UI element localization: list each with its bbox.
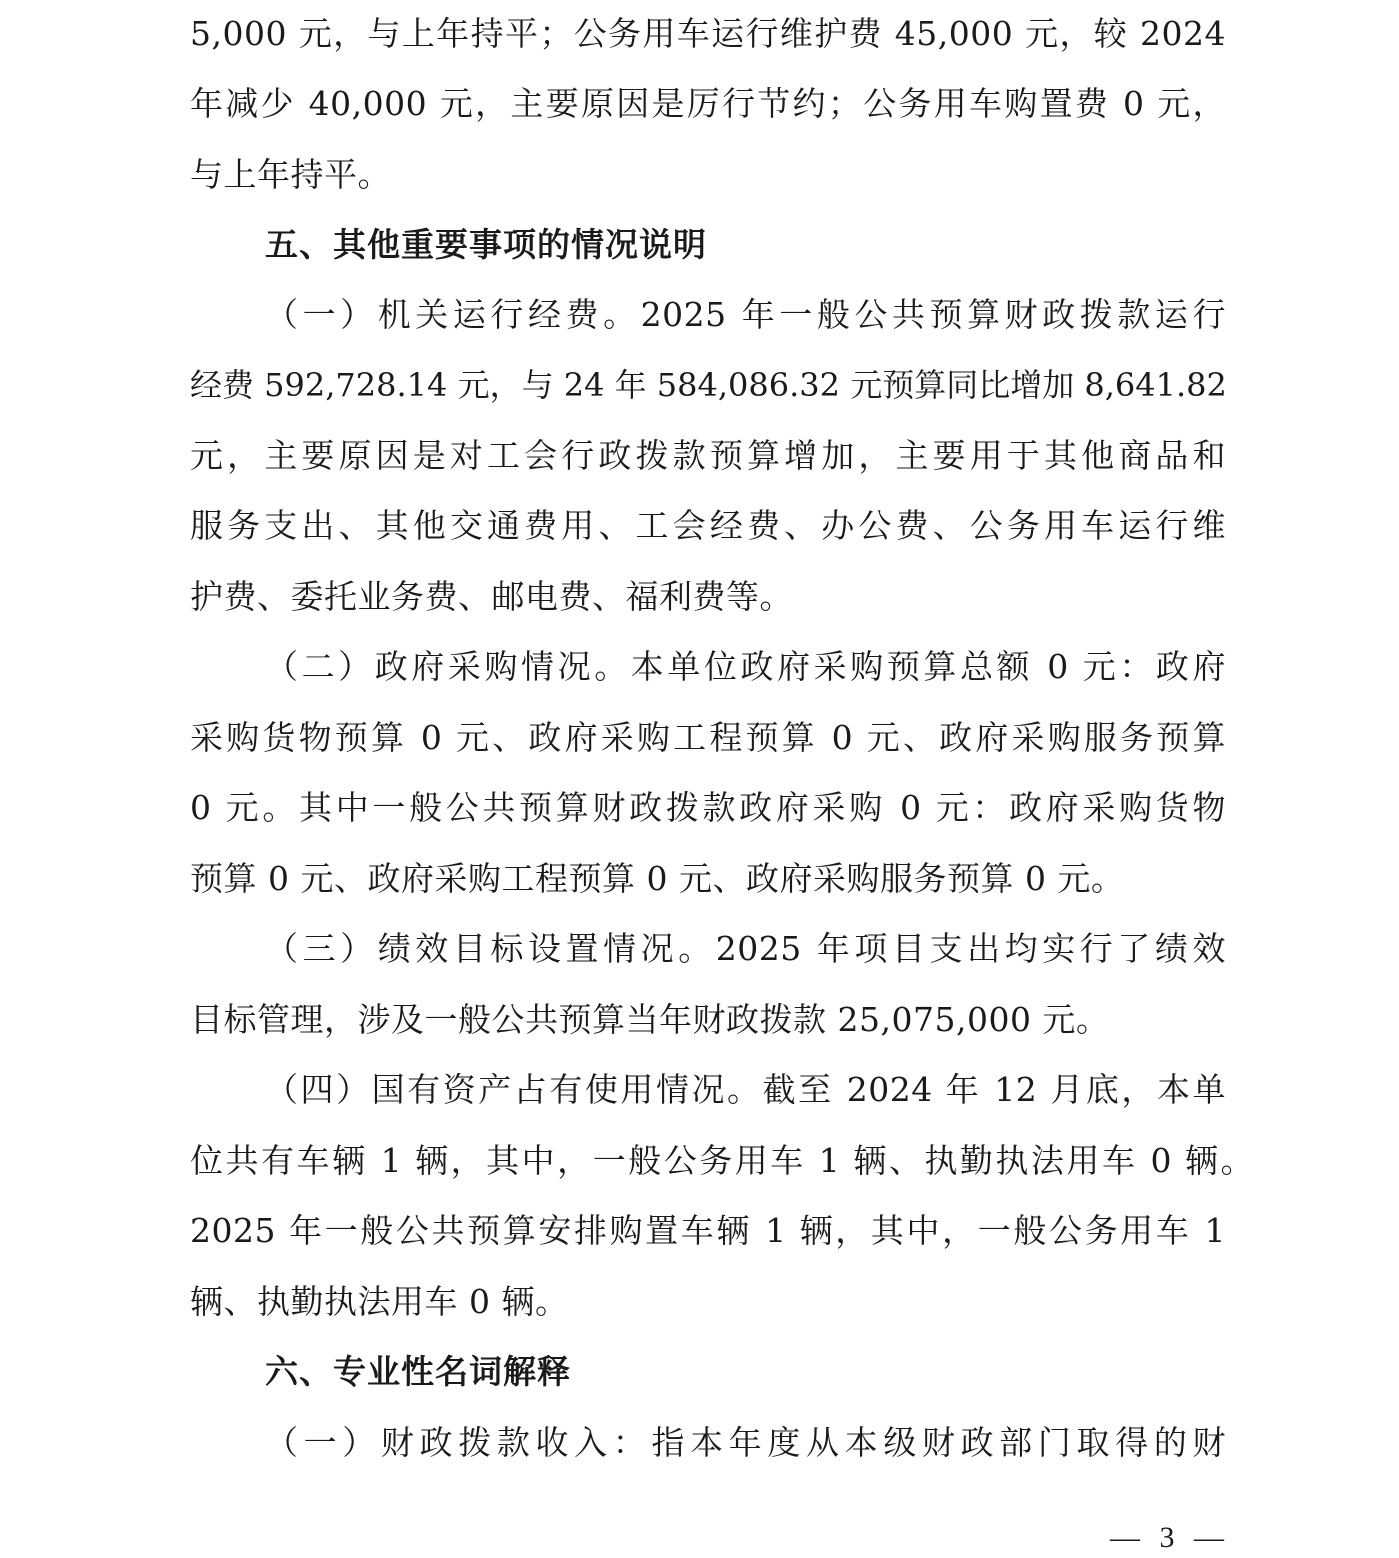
body-line: 0 元。其中一般公共预算财政拨款政府采购 0 元：政府采购货物 <box>190 788 1226 827</box>
body-line: （四）国有资产占有使用情况。截至 2024 年 12 月底，本单 <box>265 1070 1226 1109</box>
body-line: 预算 0 元、政府采购工程预算 0 元、政府采购服务预算 0 元。 <box>190 859 1125 898</box>
body-line: 护费、委托业务费、邮电费、福利费等。 <box>190 577 793 616</box>
body-line: 服务支出、其他交通费用、工会经费、办公费、公务用车运行维 <box>190 506 1226 545</box>
body-line: （二）政府采购情况。本单位政府采购预算总额 0 元：政府 <box>265 647 1226 686</box>
body-line: （三）绩效目标设置情况。2025 年项目支出均实行了绩效 <box>265 929 1226 968</box>
body-line: 经费 592,728.14 元，与 24 年 584,086.32 元预算同比增加 8,641.82 <box>190 366 1227 404</box>
body-line: 辆、执勤执法用车 0 辆。 <box>190 1282 569 1321</box>
body-line: 与上年持平。 <box>190 155 391 194</box>
page-number: — 3 — <box>1110 1521 1230 1554</box>
body-line: 目标管理，涉及一般公共预算当年财政拨款 25,075,000 元。 <box>190 1000 1110 1039</box>
body-line: 元，主要原因是对工会行政拨款预算增加，主要用于其他商品和 <box>190 436 1226 475</box>
body-line: 年减少 40,000 元，主要原因是厉行节约；公务用车购置费 0 元， <box>190 84 1226 123</box>
body-line: （一）财政拨款收入：指本年度从本级财政部门取得的财 <box>265 1423 1226 1462</box>
body-line: （一）机关运行经费。2025 年一般公共预算财政拨款运行 <box>265 295 1226 334</box>
body-line: 2025 年一般公共预算安排购置车辆 1 辆，其中，一般公务用车 1 <box>190 1211 1226 1250</box>
body-line: 采购货物预算 0 元、政府采购工程预算 0 元、政府采购服务预算 <box>190 718 1226 757</box>
section-heading-5: 五、其他重要事项的情况说明 <box>265 225 707 264</box>
body-line: 位共有车辆 1 辆，其中，一般公务用车 1 辆、执勤执法用车 0 辆。 <box>190 1141 1254 1180</box>
section-heading-6: 六、专业性名词解释 <box>265 1352 571 1391</box>
body-line: 5,000 元，与上年持平；公务用车运行维护费 45,000 元，较 2024 <box>190 14 1226 53</box>
